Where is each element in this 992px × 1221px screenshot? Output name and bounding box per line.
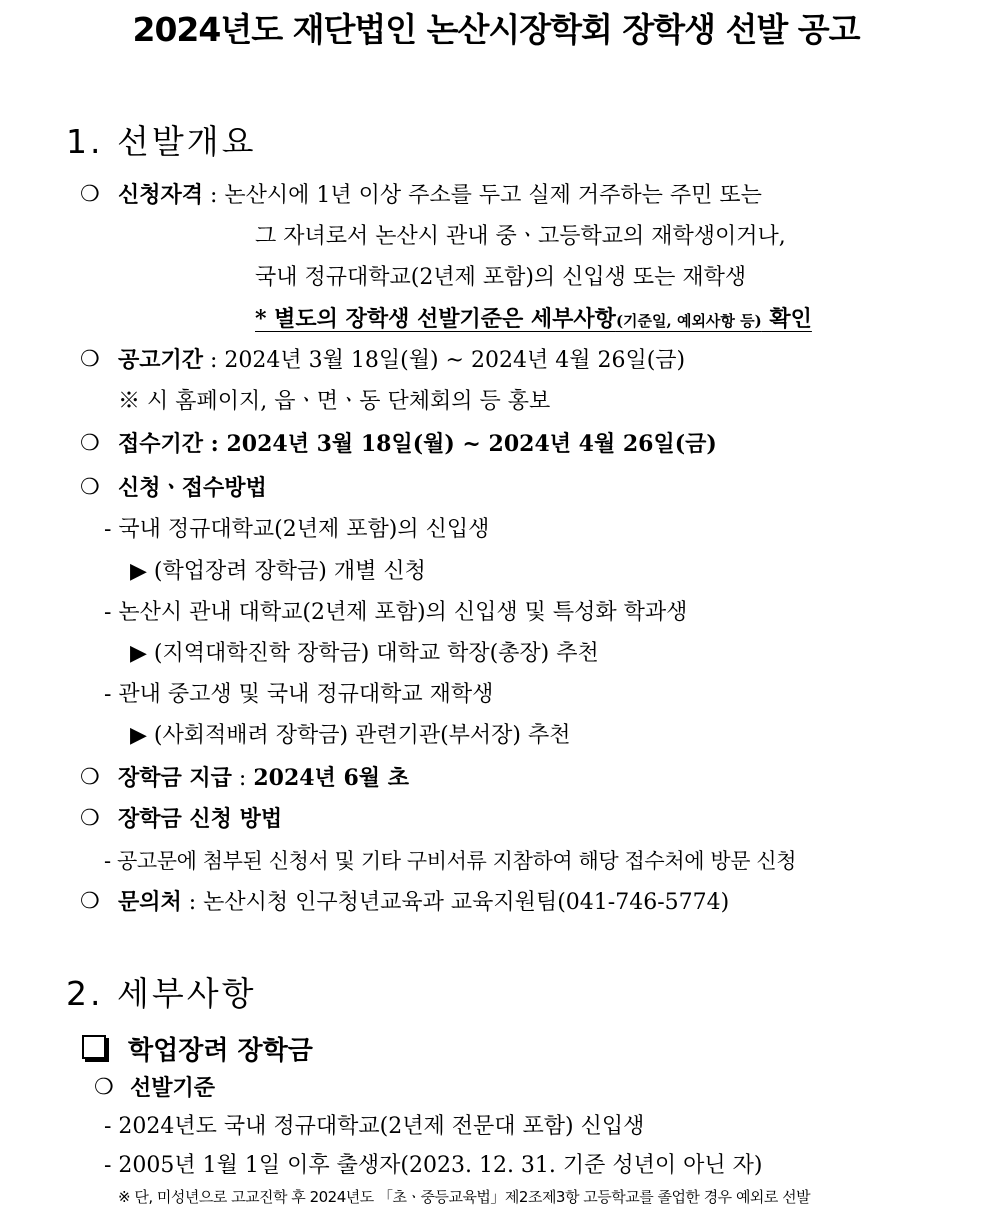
page-title: 2024년도 재단법인 논산시장학회 장학생 선발 공고 <box>132 10 860 49</box>
checkbox-square-icon <box>82 1035 106 1059</box>
separator: : <box>203 431 227 457</box>
bullet-icon: ❍ <box>80 347 100 372</box>
section-1-heading: 1. 선발개요 <box>66 122 257 161</box>
criteria-item-2: - 2005년 1월 1일 이후 출생자(2023. 12. 31. 기준 성년이 아닌 자) <box>104 1153 763 1178</box>
reception-period-row <box>118 429 717 459</box>
notice-period-row <box>118 345 685 376</box>
section-2-heading: 2. 세부사항 <box>66 974 257 1013</box>
notice-period-label: 공고기간 <box>118 347 204 373</box>
method-item-3: - 관내 중고생 및 국내 정규대학교 재학생 <box>104 682 494 707</box>
contact-row <box>118 887 729 918</box>
eligibility-note-a: * 별도의 장학생 선발기준은 세부사항 <box>255 306 616 332</box>
separator: : <box>231 766 254 791</box>
method-label: 신청ㆍ접수방법 <box>118 475 267 501</box>
eligibility-line-2: 그 자녀로서 논산시 관내 중ㆍ고등학교의 재학생이거나, <box>255 224 786 249</box>
bullet-icon: ❍ <box>80 889 100 914</box>
reception-period-value: 2024년 3월 18일(월) ~ 2024년 4월 26일(금) <box>226 431 717 457</box>
eligibility-row <box>118 180 762 211</box>
notice-period-note: ※ 시 홈페이지, 읍ㆍ면ㆍ동 단체회의 등 홍보 <box>118 389 551 414</box>
contact-label: 문의처 <box>118 889 182 915</box>
eligibility-note-c: 확인 <box>761 306 812 332</box>
apply-method-label: 장학금 신청 방법 <box>118 806 283 832</box>
sub-heading: 학업장려 장학금 <box>128 1036 313 1066</box>
payment-row <box>118 763 409 794</box>
separator: : <box>203 348 225 373</box>
separator: : <box>203 183 225 208</box>
method-item-2-sub: ▶ (지역대학진학 장학금) 대학교 학장(총장) 추천 <box>130 641 599 666</box>
method-item-1: - 국내 정규대학교(2년제 포함)의 신입생 <box>104 517 490 542</box>
criteria-note: ※ 단, 미성년으로 고교진학 후 2024년도 「초ㆍ중등교육법」제2조제3항 고등학교를 졸업한 경우 예외로 선발 <box>118 1188 811 1206</box>
eligibility-note <box>255 304 812 336</box>
criteria-item-1: - 2024년도 국내 정규대학교(2년제 전문대 포함) 신입생 <box>104 1114 645 1139</box>
bullet-icon: ❍ <box>80 765 100 790</box>
reception-period-label: 접수기간 <box>118 431 204 457</box>
payment-label: 장학금 지급 <box>118 765 232 791</box>
eligibility-line-1: 논산시에 1년 이상 주소를 두고 실제 거주하는 주민 또는 <box>224 183 762 208</box>
eligibility-label: 신청자격 <box>118 182 204 208</box>
method-item-1-sub: ▶ (학업장려 장학금) 개별 신청 <box>130 559 426 584</box>
separator: : <box>181 890 204 915</box>
payment-value: 2024년 6월 초 <box>253 765 409 791</box>
bullet-icon: ❍ <box>80 182 100 207</box>
bullet-icon: ❍ <box>94 1075 114 1100</box>
bullet-icon: ❍ <box>80 806 100 831</box>
eligibility-note-b: (기준일, 예외사항 등) <box>615 312 762 330</box>
apply-method-item: - 공고문에 첨부된 신청서 및 기타 구비서류 지참하여 해당 접수처에 방문 신청 <box>104 849 797 873</box>
bullet-icon: ❍ <box>80 431 100 456</box>
method-item-3-sub: ▶ (사회적배려 장학금) 관련기관(부서장) 추천 <box>130 723 571 748</box>
method-item-2: - 논산시 관내 대학교(2년제 포함)의 신입생 및 특성화 학과생 <box>104 600 688 625</box>
bullet-icon: ❍ <box>80 475 100 500</box>
contact-value: 논산시청 인구청년교육과 교육지원팀(041-746-5774) <box>203 890 730 915</box>
criteria-label: 선발기준 <box>130 1075 216 1101</box>
notice-period-value: 2024년 3월 18일(월) ~ 2024년 4월 26일(금) <box>224 348 686 373</box>
eligibility-line-3: 국내 정규대학교(2년제 포함)의 신입생 또는 재학생 <box>255 265 747 290</box>
